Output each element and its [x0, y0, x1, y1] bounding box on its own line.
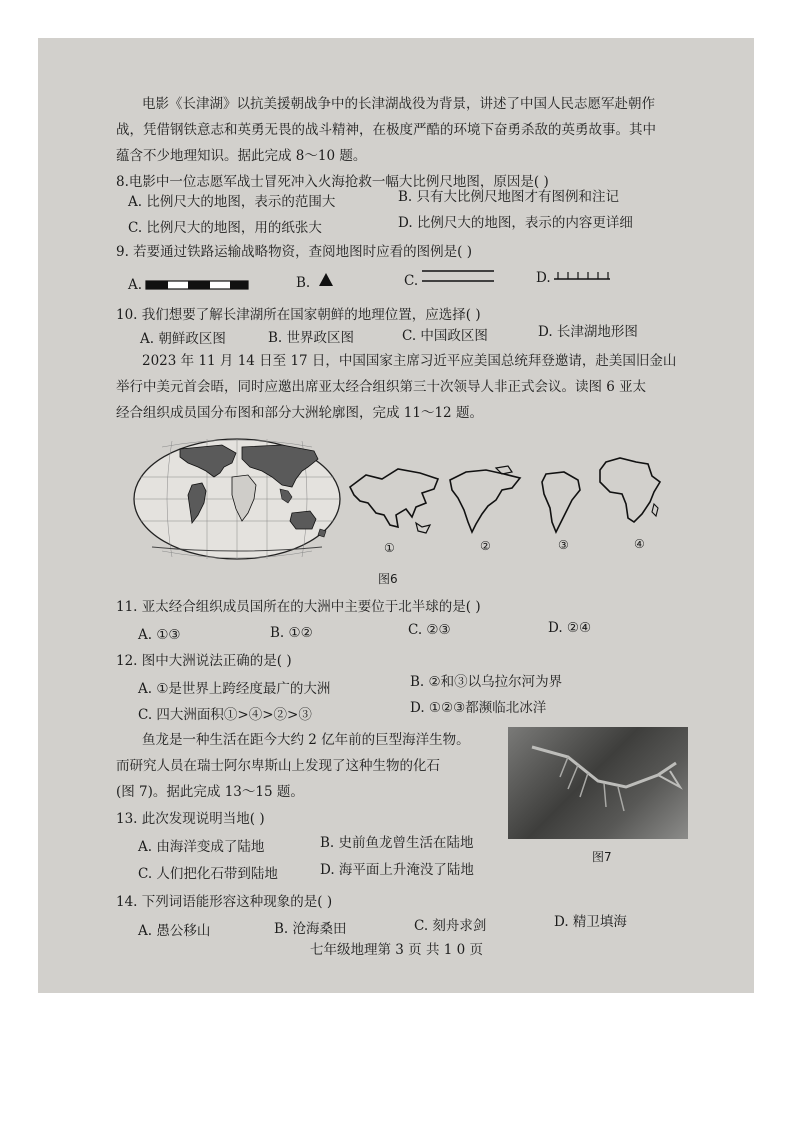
q13-stem: 13. 此次发现说明当地( )	[116, 811, 265, 827]
apec-world-map	[132, 437, 342, 561]
intro2-line1: 2023 年 11 月 14 日至 17 日，中国国家主席习近平应美国总统拜登邀请，赴美国旧金山	[142, 353, 677, 369]
intro3-line2: 而研究人员在瑞士阿尔卑斯山上发现了这种生物的化石	[116, 758, 440, 774]
q13-option-b: B. 史前鱼龙曾生活在陆地	[320, 835, 474, 851]
q9-option-b: B.	[296, 275, 311, 291]
continent-outline-4	[596, 456, 664, 526]
q14-stem: 14. 下列词语能形容这种现象的是( )	[116, 894, 333, 910]
continent-outline-1	[346, 465, 442, 539]
q10-option-a: A. 朝鲜政区图	[140, 331, 226, 347]
q8-option-d: D. 比例尺大的地图，表示的内容更详细	[398, 215, 633, 231]
intro2-line3: 经合组织成员国分布图和部分大洲轮廓图，完成 11～12 题。	[116, 405, 483, 421]
q9-stem: 9. 若要通过铁路运输战略物资，查阅地图时应看的图例是( )	[116, 244, 472, 260]
intro1-line1: 电影《长津湖》以抗美援朝战争中的长津湖战役为背景，讲述了中国人民志愿军赴朝作	[142, 96, 655, 112]
intro1-line3: 蕴含不少地理知识。据此完成 8～10 题。	[116, 148, 367, 164]
q8-option-c: C. 比例尺大的地图，用的纸张大	[128, 220, 322, 236]
q13-option-a: A. 由海洋变成了陆地	[138, 839, 265, 855]
q14-option-c: C. 刻舟求剑	[414, 918, 487, 934]
q8-option-a: A. 比例尺大的地图，表示的范围大	[128, 194, 336, 210]
figure6-label-4: ④	[634, 537, 645, 551]
q8-stem: 8.电影中一位志愿军战士冒死冲入火海抢救一幅大比例尺地图，原因是( )	[116, 174, 549, 190]
intro3-line3: (图 7)。据此完成 13～15 题。	[116, 784, 304, 800]
q11-stem: 11. 亚太经合组织成员国所在的大洲中主要位于北半球的是( )	[116, 599, 481, 615]
double-line-legend-symbol	[422, 268, 496, 286]
figure6-label-1: ①	[384, 541, 395, 555]
q10-stem: 10. 我们想要了解长津湖所在国家朝鲜的地理位置，应选择( )	[116, 307, 481, 323]
figure6-caption: 图6	[378, 572, 398, 586]
figure7-caption: 图7	[592, 850, 612, 864]
q14-option-d: D. 精卫填海	[554, 914, 627, 930]
fossil-skeleton	[508, 727, 688, 839]
railway-legend-symbol	[146, 279, 250, 291]
q12-option-c: C. 四大洲面积①>④>②>③	[138, 707, 312, 723]
q10-option-b: B. 世界政区图	[268, 330, 355, 346]
figure6-label-2: ②	[480, 539, 491, 553]
q12-option-b: B. ②和③以乌拉尔河为界	[410, 674, 563, 690]
q9-option-c: C.	[404, 273, 419, 289]
page-footer: 七年级地理第 3 页 共 1 0 页	[310, 942, 484, 958]
intro1-line2: 战，凭借钢铁意志和英勇无畏的战斗精神，在极度严酷的环境下奋勇杀敌的英勇故事。其中	[116, 122, 656, 138]
q13-option-d: D. 海平面上升淹没了陆地	[320, 862, 474, 878]
q10-option-c: C. 中国政区图	[402, 328, 488, 344]
q8-option-b: B. 只有大比例尺地图才有图例和注记	[398, 189, 620, 205]
q11-option-d: D. ②④	[548, 620, 592, 636]
q14-option-a: A. 愚公移山	[138, 923, 211, 939]
continent-outline-2	[446, 466, 524, 538]
q9-option-d: D.	[536, 270, 551, 286]
continent-outline-3	[538, 470, 584, 534]
q13-option-c: C. 人们把化石带到陆地	[138, 866, 278, 882]
q9-option-a: A.	[128, 277, 143, 293]
triangle-icon	[318, 272, 334, 288]
boundary-legend-symbol	[554, 268, 612, 282]
q10-option-d: D. 长津湖地形图	[538, 324, 638, 340]
q11-option-b: B. ①②	[270, 625, 313, 641]
figure6-label-3: ③	[558, 538, 569, 552]
q12-option-a: A. ①是世界上跨经度最广的大洲	[138, 681, 331, 697]
q14-option-b: B. 沧海桑田	[274, 921, 347, 937]
intro2-line2: 举行中美元首会晤，同时应邀出席亚太经合组织第三十次领导人非正式会议。读图 6 亚太	[116, 379, 647, 395]
q11-option-c: C. ②③	[408, 622, 451, 638]
q12-option-d: D. ①②③都濒临北冰洋	[410, 700, 547, 716]
q11-option-a: A. ①③	[138, 627, 181, 643]
q12-stem: 12. 图中大洲说法正确的是( )	[116, 653, 292, 669]
intro3-line1: 鱼龙是一种生活在距今大约 2 亿年前的巨型海洋生物。	[142, 732, 470, 748]
